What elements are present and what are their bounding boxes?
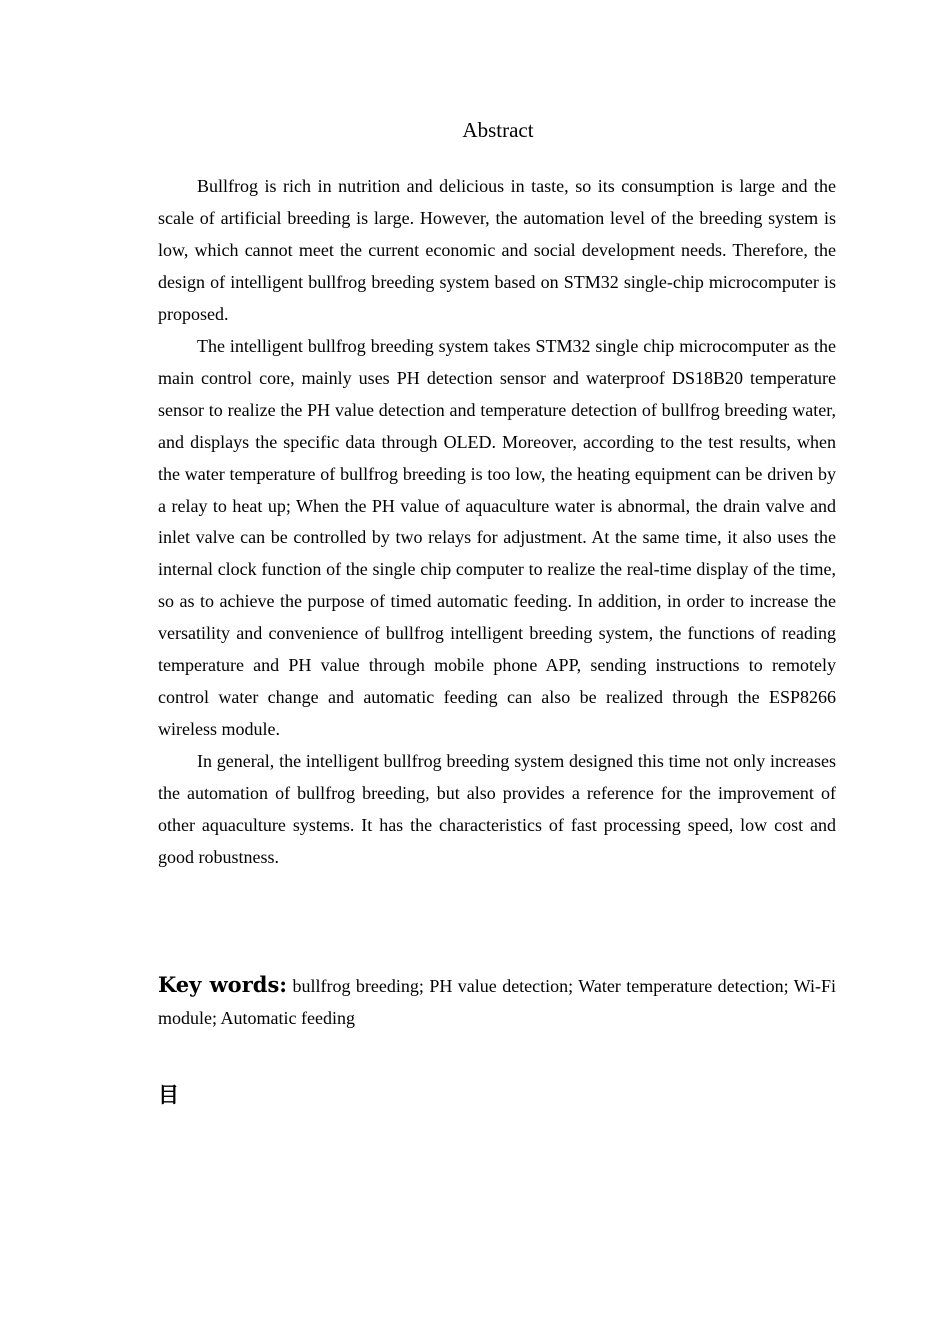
- keywords-label: Key words:: [158, 972, 288, 997]
- abstract-paragraph-3: In general, the intelligent bullfrog breeding system designed this time not only increases the automation of bullfrog breeding, but also provides a reference for the improvement of other aquaculture systems. It has the characteristics of fast processing speed, low cost and good robustness.: [158, 751, 836, 868]
- abstract-body: [158, 171, 836, 874]
- abstract-title: Abstract: [462, 118, 534, 142]
- abstract-paragraph-2: The intelligent bullfrog breeding system takes STM32 single chip microcomputer as the main control core, mainly uses PH detection sensor and waterproof DS18B20 temperature sensor to realize the PH value detection and temperature detection of bullfrog breeding water, and displays the specific data through OLED. Moreover, according to the test results, when the water temperature of bullfrog breeding is too low, the heating equipment can be driven by a relay to heat up; When the PH value of aquaculture water is abnormal, the drain valve and inlet valve can be controlled by two relays for adjustment. At the same time, it also uses the internal clock function of the single chip computer to realize the real-time display of the time, so as to achieve the purpose of timed automatic feeding. In addition, in order to increase the versatility and convenience of bullfrog intelligent breeding system, the functions of reading temperature and PH value through mobile phone APP, sending instructions to remotely control water change and automatic feeding can also be realized through the ESP8266 wireless module.: [158, 335, 836, 740]
- keywords-text: bullfrog breeding; PH value detection; Water temperature detection; Wi-Fi module; Automatic feeding: [158, 976, 836, 1028]
- abstract-paragraph-1: Bullfrog is rich in nutrition and delicious in taste, so its consumption is large and the scale of artificial breeding is large. However, the automation level of the breeding system is low, which cannot meet the current economic and social development needs. Therefore, the design of intelligent bullfrog breeding system based on STM32 single-chip microcomputer is proposed.: [158, 176, 836, 324]
- toc-heading: 目: [158, 1083, 179, 1107]
- keywords-block: [158, 969, 836, 1034]
